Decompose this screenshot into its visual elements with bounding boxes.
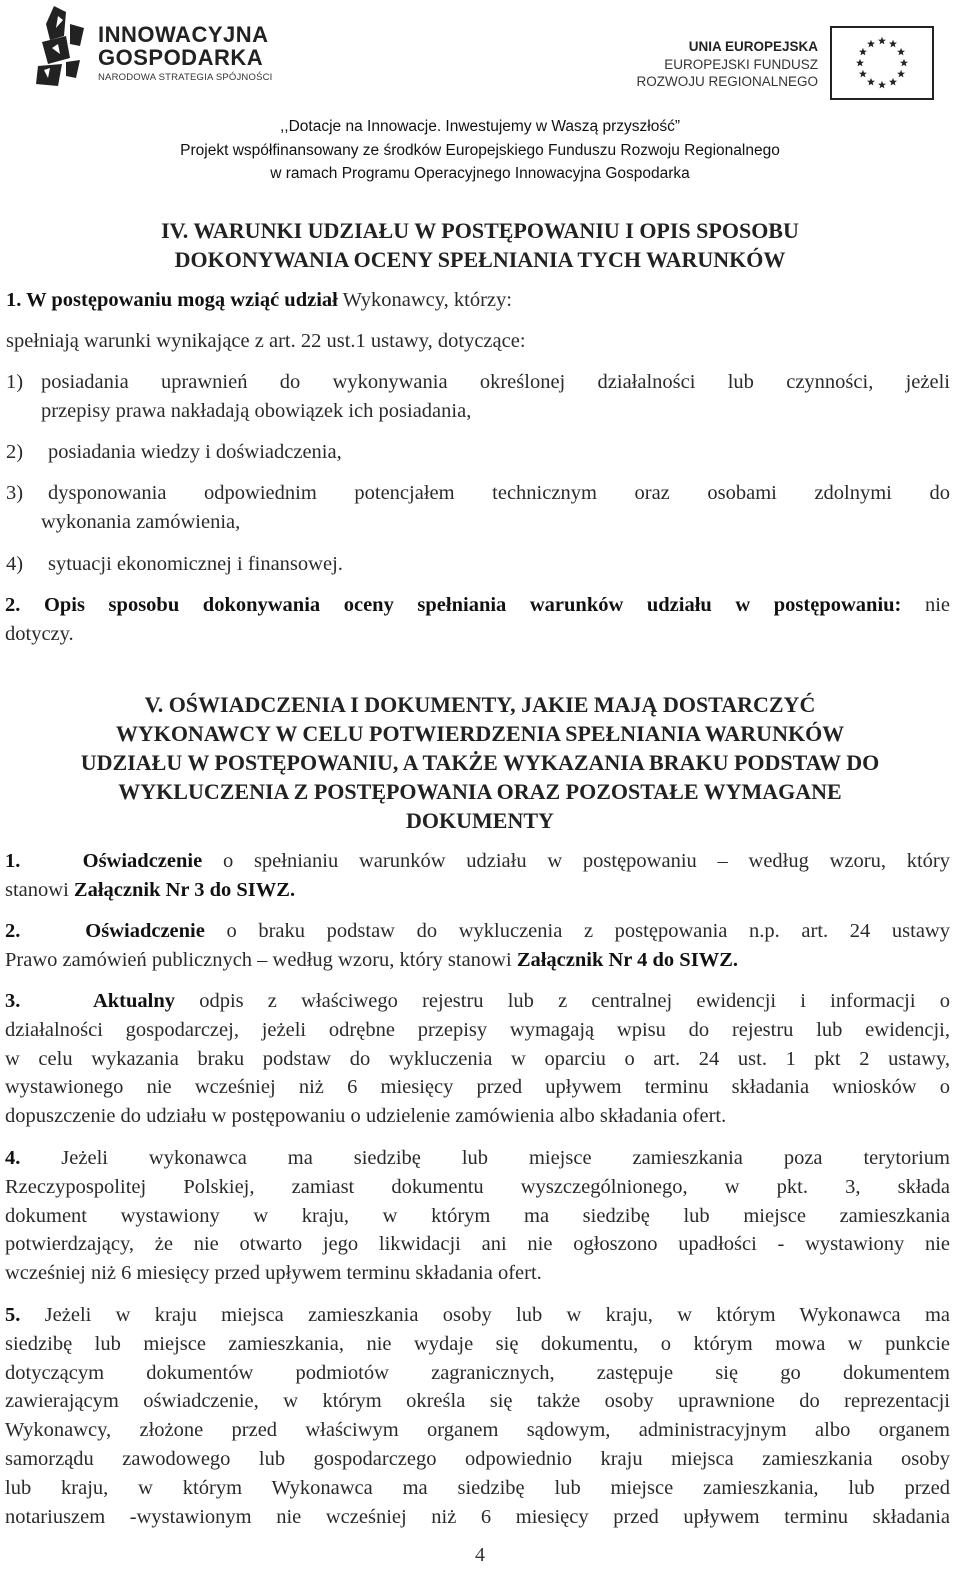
section4-p2-line2: dotyczy. [5, 622, 74, 645]
section4-heading-line1: IV. WARUNKI UDZIAŁU W POSTĘPOWANIU I OPIS SPOSOBU [161, 218, 799, 243]
item4-line1: sytuacji ekonomicznej i finansowej. [48, 553, 343, 575]
item3-num: 3) [6, 482, 24, 504]
section5-pt3 [5, 987, 950, 1131]
pt3-line4: wystawionego nie wcześniej niż 6 miesięcy przed upływem terminu składania wniosków o [5, 1076, 950, 1099]
item1-num: 1) [6, 371, 24, 393]
pt5-line1-rest: Jeżeli w kraju miejsca zamieszkania osoby lub w kraju, w którym Wykonawca ma [20, 1304, 950, 1326]
pt5-line4: zawierającym oświadczenie, w którym określa się także osoby uprawnione do reprezentacji [5, 1390, 950, 1413]
pt1-bold: Oświadczenie [82, 850, 203, 872]
pt4-line4: potwierdzający, że nie otwarto jego likwidacji ani nie ogłoszono upadłości - wystawiony nie [5, 1233, 950, 1256]
pt5-line2: siedzibę lub miejsce zamieszkania, nie wydaje się dokumentu, o którym mowa w punkcie [5, 1332, 950, 1355]
pt1-line2-pre: stanowi [5, 878, 74, 901]
tagline-line1: ,,Dotacje na Innowacje. Inwestujemy w Waszą przyszłość” [280, 118, 680, 135]
eu-logo-line1: UNIA EUROPEJSKA [688, 39, 818, 54]
eu-star-icon [856, 59, 864, 67]
pt3-line1 [5, 987, 950, 1016]
section5-pt5 [5, 1301, 950, 1531]
item3-line2: wykonania zamówienia, [41, 511, 241, 533]
section5-heading-line2: WYKONAWCY W CELU POTWIERDZENIA SPEŁNIANIA WARUNKÓW [115, 721, 845, 746]
section4-p2 [5, 591, 950, 649]
pt1-line2-bold: Załącznik Nr 3 do SIWZ. [73, 878, 296, 901]
innowacyjna-gospodarka-emblem-icon [36, 6, 88, 86]
section5-pt2 [5, 917, 950, 975]
section5-heading-line4: WYKLUCZENIA Z POSTĘPOWANIA ORAZ POZOSTAŁE WYMAGANE [118, 779, 842, 804]
logo-left-line1: INNOWACYJNA [98, 22, 269, 47]
pt5-line3: dotyczącym dokumentów podmiotów zagranicznych, zastępuje się go dokumentem [5, 1361, 950, 1384]
eu-logo [636, 26, 936, 102]
pt3-line5: dopuszczenie do udziału w postępowaniu o udzielenie zamówienia albo składania ofert. [5, 1105, 727, 1128]
pt2-bold: Oświadczenie [85, 920, 205, 942]
pt2-num: 2. [5, 920, 21, 942]
innowacyjna-gospodarka-logo [36, 6, 286, 86]
pt4-line1 [5, 1144, 950, 1173]
pt2-line2-pre: Prawo zamówień publicznych – według wzoru, który stanowi [5, 948, 517, 971]
eu-flag-icon [830, 26, 934, 100]
eu-star-icon [867, 78, 875, 86]
pt5-num: 5. [5, 1304, 21, 1326]
section4-p2-line1 [5, 591, 950, 620]
logo-left-line3: NARODOWA STRATEGIA SPÓJNOŚCI [98, 72, 273, 83]
eu-star-icon [878, 81, 886, 89]
item1-line2: przepisy prawa nakładają obowiązek ich posiadania, [41, 399, 472, 422]
item1-line1: posiadania uprawnień do wykonywania określonej działalności lub czynności, jeżeli [41, 371, 950, 393]
eu-logo-line2: EUROPEJSKI FUNDUSZ [664, 56, 818, 72]
section5-heading-line5: DOKUMENTY [406, 808, 554, 833]
eu-star-icon [900, 59, 908, 67]
pt3-line3: w celu wykazania braku podstaw do wykluczenia w oparciu o art. 24 ust. 1 pkt 2 ustawy, [5, 1047, 950, 1070]
logo-left-line2: GOSPODARKA [98, 45, 264, 70]
pt3-bold: Aktualny [92, 990, 175, 1012]
pt4-line1-rest: Jeżeli wykonawca ma siedzibę lub miejsce zamieszkania poza terytorium [20, 1147, 950, 1169]
eu-star-icon [889, 40, 897, 48]
pt5-line7: lub kraju, w którym Wykonawca ma siedzibę lub miejsce zamieszkania, lub przed [5, 1476, 950, 1499]
section4-p1-bold: 1. W postępowaniu mogą wziąć udział [6, 289, 338, 311]
eu-star-icon [897, 48, 905, 56]
section4-p2-bold: 2. Opis sposobu dokonywania oceny spełniania warunków udziału w postępowaniu: [5, 594, 902, 616]
pt5-line1 [5, 1301, 950, 1330]
pt1-num: 1. [5, 850, 21, 872]
item2-num: 2) [6, 441, 24, 463]
pt5-line5: Wykonawcy, złożone przed właściwym organem sądowym, administracyjnym albo organem [5, 1419, 950, 1442]
pt4-line3: dokument wystawiony w kraju, w którym ma siedzibę lub miejsce zamieszkania [5, 1204, 950, 1227]
eu-star-icon [878, 37, 886, 45]
eu-star-icon [897, 70, 905, 78]
section4-p1b: spełniają warunki wynikające z art. 22 ust.1 ustawy, dotyczące: [6, 330, 526, 352]
eu-logo-text [636, 38, 818, 91]
section4-p2-rest: nie [901, 594, 951, 616]
eu-star-icon [859, 70, 867, 78]
pt3-line2: działalności gospodarczej, jeżeli odrębne przepisy wymagają wpisu do rejestru lub ewidencji, [5, 1018, 950, 1041]
pt1-line1 [5, 847, 950, 876]
eu-star-icon [889, 78, 897, 86]
pt4-num: 4. [5, 1147, 21, 1169]
section4-p1 [6, 286, 512, 315]
item4-num: 4) [6, 553, 24, 575]
section5-pt4 [5, 1144, 950, 1288]
tagline-line2: Projekt współfinansowany ze środków Europejskiego Funduszu Rozwoju Regionalnego [180, 142, 780, 159]
section5-heading-line1: V. OŚWIADCZENIA I DOKUMENTY, JAKIE MAJĄ DOSTARCZYĆ [144, 692, 816, 717]
pt3-line1-rest: odpis z właściwego rejestru lub z centralnej ewidencji i informacji o [175, 990, 951, 1012]
item1-text [41, 368, 950, 426]
pt4-line2: Rzeczypospolitej Polskiej, zamiast dokumentu wyszczególnionego, w pkt. 3, składa [5, 1175, 950, 1198]
pt5-line6: samorządu zawodowego lub gospodarczego odpowiednio kraju miejsca zamieszkania osoby [5, 1447, 950, 1470]
page-number: 4 [475, 1544, 485, 1566]
pt1-line1-rest: o spełnianiu warunków udziału w postępowaniu – według wzoru, który [202, 850, 950, 872]
eu-logo-line3: ROZWOJU REGIONALNEGO [636, 74, 818, 89]
pt5-line8: notariuszem -wystawionym nie wcześniej niż 6 miesięcy przed upływem terminu składania [5, 1505, 950, 1528]
pt4-line5: wcześniej niż 6 miesięcy przed upływem terminu składania ofert. [5, 1262, 542, 1285]
section5-heading-line3: UDZIAŁU W POSTĘPOWANIU, A TAKŻE WYKAZANIA BRAKU PODSTAW DO [80, 750, 880, 775]
eu-star-icon [859, 48, 867, 56]
item3-text [48, 479, 950, 508]
pt2-line2-bold: Załącznik Nr 4 do SIWZ. [516, 948, 738, 971]
item2-line1: posiadania wiedzy i doświadczenia, [48, 441, 342, 463]
item3-line1: dysponowania odpowiednim potencjałem technicznym oraz osobami zdolnymi do [48, 482, 950, 504]
pt1-line2 [5, 876, 950, 905]
section4-p1-rest: Wykonawcy, którzy: [337, 289, 512, 311]
section5-pt1 [5, 847, 950, 905]
pt2-line1 [5, 917, 950, 946]
pt3-num: 3. [5, 990, 21, 1012]
tagline-line3: w ramach Programu Operacyjnego Innowacyjna Gospodarka [270, 165, 690, 182]
pt2-line2 [5, 946, 950, 975]
pt2-line1-rest: o braku podstaw do wykluczenia z postępowania n.p. art. 24 ustawy [204, 920, 950, 942]
section4-heading-line2: DOKONYWANIA OCENY SPEŁNIANIA TYCH WARUNKÓW [174, 247, 786, 272]
eu-star-icon [867, 40, 875, 48]
